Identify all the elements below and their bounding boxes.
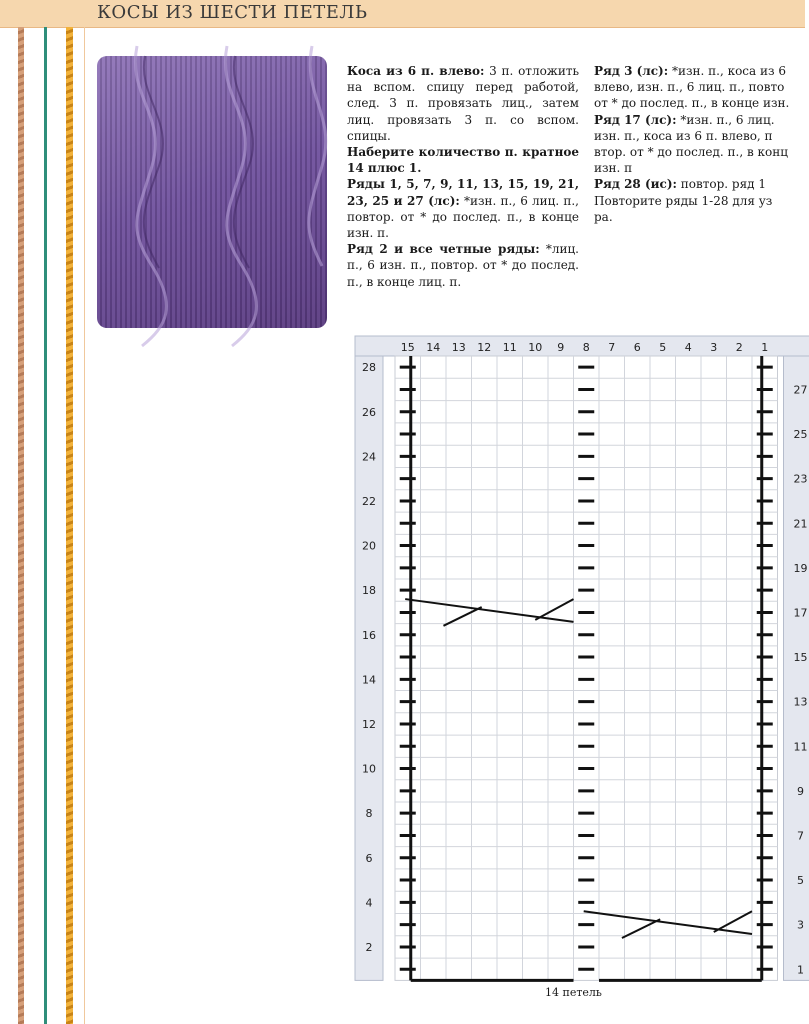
- row-label-right: 1: [797, 963, 804, 977]
- instruction-heading: Ряд 2 и все четные ряды:: [347, 242, 540, 257]
- instruction-line: [594, 112, 809, 128]
- instruction-line: [594, 160, 809, 176]
- column-label: 10: [528, 341, 543, 354]
- row-label-right: 15: [793, 651, 808, 665]
- instruction-text: *изн. п., 6 лиц. п., повтор. от * до послед. п., в конце изн. п.: [347, 193, 579, 241]
- row-label-right: 19: [793, 561, 808, 575]
- instruction-heading: Ряд 28 (ис):: [594, 177, 677, 192]
- row-label-left: 28: [362, 361, 376, 375]
- page-title: КОСЫ ИЗ ШЕСТИ ПЕТЕЛЬ: [97, 2, 368, 23]
- row-label-right: 21: [793, 517, 808, 531]
- column-label: 12: [477, 341, 492, 354]
- column-label: 3: [710, 341, 718, 354]
- knitting-chart-svg: [355, 336, 808, 981]
- instruction-text: *изн. п., 6 лиц.: [676, 112, 775, 127]
- instruction-heading: Коса из 6 п. влево:: [347, 64, 485, 78]
- instruction-line: [594, 63, 809, 79]
- instructions-column-1: [347, 63, 579, 290]
- row-label-right: 5: [797, 874, 804, 888]
- row-label-right: 7: [797, 829, 804, 843]
- instruction-text: повтор. ряд 1: [676, 177, 766, 192]
- instruction-text: Повторите ряды 1-28 для уз: [594, 193, 773, 208]
- instruction-heading: Ряды 1, 5, 7, 9, 11, 13, 15, 19, 21, 23, 25 и 27 (лс):: [347, 177, 579, 208]
- row-label-left: 4: [365, 896, 373, 910]
- row-label-left: 2: [365, 940, 373, 954]
- column-label: 5: [659, 341, 667, 354]
- instructions-column-2: [594, 63, 809, 225]
- instruction-heading: Ряд 3 (лс):: [594, 64, 669, 78]
- instruction-paragraph: [347, 144, 579, 176]
- yarn-decoration: [44, 27, 47, 1024]
- row-label-right: 3: [797, 918, 804, 932]
- row-label-right: 9: [797, 784, 804, 798]
- instruction-text: *изн. п., коса из 6: [668, 64, 786, 78]
- yarn-decoration: [18, 27, 24, 1024]
- row-label-left: 12: [362, 717, 376, 731]
- instruction-paragraph: [347, 63, 579, 144]
- row-label-left: 6: [365, 851, 373, 865]
- column-label: 2: [735, 341, 743, 354]
- row-label-left: 16: [362, 628, 376, 642]
- column-label: 11: [502, 341, 517, 354]
- yarn-decoration: [66, 27, 73, 1024]
- column-label: 14: [426, 341, 441, 354]
- margin-rule: [84, 27, 85, 1024]
- instruction-text: 3 п. отложить на вспом. спицу перед работой, след. 3 п. провязать лиц., затем лиц. провязать 3 п. со вспом. спицы.: [347, 64, 580, 143]
- stitch-count-label: 14 петель: [545, 986, 602, 999]
- row-label-left: 18: [362, 584, 376, 598]
- column-label: 8: [582, 341, 590, 354]
- row-label-right: 17: [793, 606, 808, 620]
- column-label: 1: [761, 341, 769, 354]
- instruction-line: [594, 176, 809, 192]
- instruction-line: [594, 79, 809, 95]
- instruction-text: втор. от * до послед. п., в конц: [594, 145, 788, 160]
- instruction-line: [594, 95, 809, 111]
- instruction-line: [594, 209, 809, 225]
- instruction-heading: Ряд 17 (лс):: [594, 112, 677, 127]
- instruction-heading: Наберите количество п. кратное 14 плюс 1.: [347, 145, 579, 176]
- row-label-left: 14: [362, 673, 376, 687]
- row-label-left: 20: [362, 539, 376, 553]
- row-label-right: 25: [793, 428, 808, 442]
- instruction-text: *лиц. п., 6 изн. п., повтор. от * до послед. п., в конце лиц. п.: [347, 242, 580, 289]
- instruction-paragraph: [347, 176, 579, 241]
- instruction-text: ра.: [594, 209, 613, 224]
- instruction-text: изн. п., коса из 6 п. влево, п: [594, 128, 773, 143]
- instruction-text: влево, изн. п., 6 лиц. п., повто: [594, 80, 785, 95]
- column-label: 7: [608, 341, 616, 354]
- row-label-right: 27: [793, 383, 808, 397]
- row-label-right: 13: [793, 695, 808, 709]
- row-label-left: 26: [362, 405, 376, 419]
- instruction-line: [594, 144, 809, 160]
- row-label-right: 11: [793, 740, 808, 754]
- column-label: 4: [684, 341, 692, 354]
- instruction-line: [594, 128, 809, 144]
- column-label: 6: [633, 341, 641, 354]
- column-label: 15: [400, 341, 415, 354]
- row-label-left: 22: [362, 494, 376, 508]
- instruction-paragraph: [347, 241, 579, 290]
- row-label-left: 8: [365, 807, 373, 821]
- column-label: 9: [557, 341, 565, 354]
- instruction-text: от * до послед. п., в конце изн.: [594, 96, 790, 111]
- knitting-sample-photo: [97, 56, 327, 328]
- column-label: 13: [451, 341, 466, 354]
- row-label-left: 10: [362, 762, 376, 776]
- row-label-left: 24: [362, 450, 376, 464]
- instruction-line: [594, 193, 809, 209]
- knitting-chart: [355, 336, 808, 981]
- instruction-text: изн. п: [594, 161, 633, 176]
- row-label-right: 23: [793, 472, 808, 486]
